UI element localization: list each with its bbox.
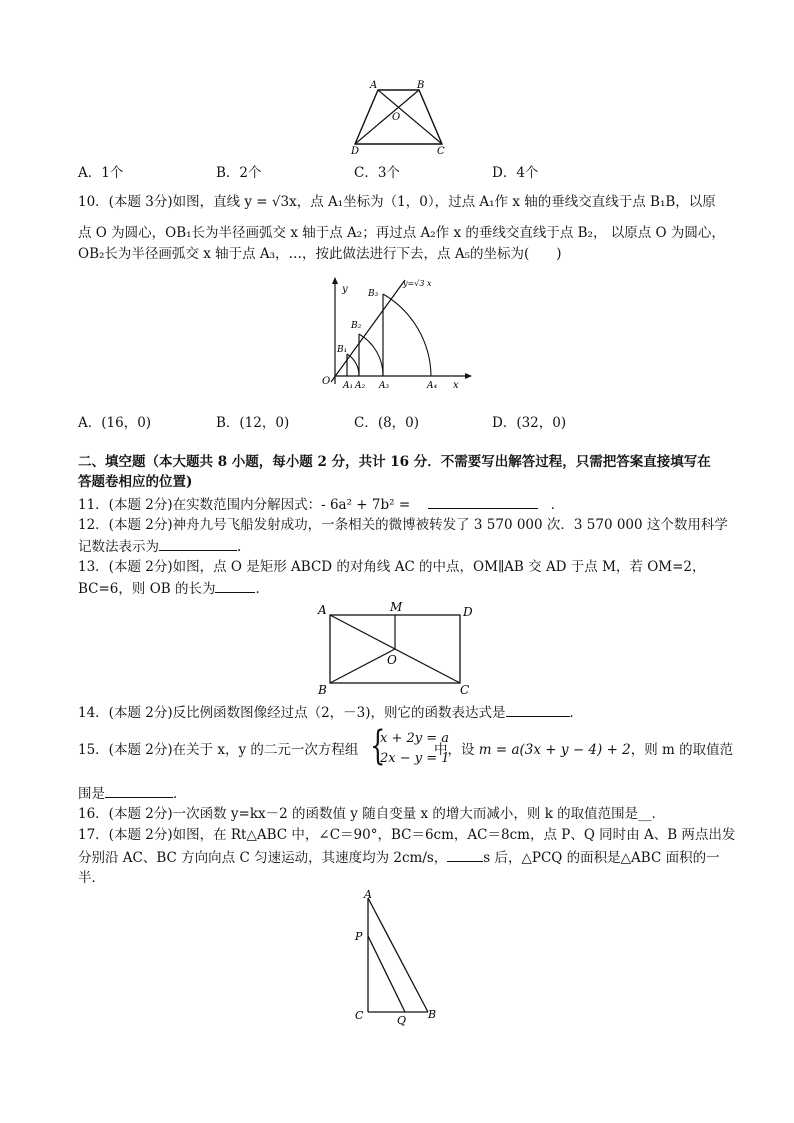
label-B2: B₂	[351, 321, 362, 331]
q10-line-2: 点 O 为圆心，OB₁长为半径画弧交 x 轴于点 A₂；再过点 A₂作 x 的垂线交直线于点 B₂， 以原点 O 为圆心，	[78, 225, 725, 241]
q9-choices	[78, 161, 718, 181]
q12-line-1: 12．(本题 2分)神舟九号飞船发射成功，一条相关的微博被转发了 3 570 000 次．3 570 000 这个数用科学	[78, 517, 728, 533]
q13-line-1: 13．(本题 2分)如图，点 O 是矩形 ABCD 的对角线 AC 的中点，OM∥AB 交 AD 于点 M，若 OM=2，	[78, 559, 706, 575]
label-A: A	[318, 603, 327, 617]
q14-text: 14．(本题 2分)反比例函数图像经过点（2，－3)，则它的函数表达式是	[78, 705, 506, 721]
q10-line-1: 10．(本题 3分)如图，直线 y = √3x，点 A₁坐标为（1，0），过点 A₁作 x 轴的垂线交直线于点 B₁B，以原	[78, 194, 716, 210]
q15-post	[434, 741, 733, 759]
q12-answer-blank[interactable]	[159, 537, 237, 551]
label-C: C	[355, 1009, 364, 1022]
q15-post-text: ，则 m 的取值范	[630, 742, 734, 758]
q17-line-1: 17．(本题 2分)如图，在 Rt△ABC 中，∠C＝90°，BC＝6cm，AC＝8cm，点 P、Q 同时由 A、B 两点出发	[78, 827, 736, 843]
label-B3: B₃	[368, 289, 379, 299]
label-D: D	[463, 605, 473, 619]
label-B1: B₁	[337, 345, 348, 355]
label-A2: A₂	[355, 381, 366, 391]
q16: 16．(本题 2分)一次函数 y=kx－2 的函数值 y 随自变量 x 的增大而减小，则 k 的取值范围是__．	[78, 806, 666, 822]
label-y: y	[342, 284, 348, 295]
q10-choice-b: B．(12，0)	[216, 415, 290, 431]
q11-text: 11．(本题 2分)在实数范围内分解因式：- 6a² + 7b² =	[78, 497, 411, 513]
q11	[78, 495, 564, 514]
q15-eq2: 2x − y = 1	[380, 751, 450, 766]
label-x: x	[453, 380, 459, 391]
trapezoid-figure	[345, 78, 455, 156]
label-B: B	[428, 1008, 437, 1021]
label-B: B	[417, 80, 425, 91]
label-A: A	[364, 888, 372, 901]
label-Q: Q	[397, 1014, 407, 1027]
q14-answer-blank[interactable]	[506, 703, 570, 717]
q17-line-2b: s 后，△PCQ 的面积是△ABC 面积的一	[483, 850, 720, 866]
label-A3: A₃	[379, 381, 390, 391]
label-M: M	[390, 600, 403, 614]
q12-end: .	[237, 539, 242, 555]
q9-choice-d: D．4个	[492, 165, 539, 181]
label-C: C	[437, 146, 445, 156]
line-arcs-figure	[315, 276, 475, 394]
q9-choice-b: B．2个	[216, 165, 262, 181]
q15-mid: 中，设	[434, 742, 475, 758]
label-O: O	[387, 653, 397, 667]
label-A: A	[370, 80, 378, 91]
q15-line-2-text: 围是	[78, 786, 105, 802]
q15-pre: 15．(本题 2分)在关于 x，y 的二元一次方程组	[78, 742, 359, 758]
q17-answer-blank[interactable]	[447, 848, 483, 862]
q9-choice-c: C．3个	[354, 165, 400, 181]
q14-end: ．	[569, 705, 584, 721]
section-2-heading-line-1: 二、填空题（本大题共 8 小题，每小题 2 分，共计 16 分．不需要写出解答过程，只需把答案直接填写在	[78, 454, 711, 470]
q13-line-2-text: BC=6，则 OB 的长为	[78, 581, 216, 597]
q9-choice-a: A．1个	[78, 165, 124, 181]
q12-line-2-text: 记数法表示为	[78, 539, 159, 555]
label-O: O	[392, 112, 401, 123]
q17-line-2a: 分别沿 AC、BC 方向向点 C 匀速运动，其速度均为 2cm/s，	[78, 850, 448, 866]
label-P: P	[355, 930, 363, 943]
q17-line-2	[78, 848, 720, 867]
q13-line-2	[78, 579, 269, 598]
q11-end: ．	[550, 497, 565, 513]
q10-choice-d: D．(32，0)	[492, 415, 567, 431]
q10-choice-a: A．(16，0)	[78, 415, 152, 431]
label-O: O	[322, 376, 331, 387]
label-A4: A₄	[427, 381, 438, 391]
q10-line-3: OB₂长为半径画弧交 x 轴于点 A₃，…，按此做法进行下去，点 A₅的坐标为( )	[78, 246, 562, 262]
q14	[78, 703, 583, 722]
label-eq: y=√3 x	[403, 279, 432, 288]
q15-end: ．	[173, 786, 187, 802]
q17-line-3: 半．	[78, 870, 105, 886]
label-A1: A₁	[343, 381, 354, 391]
label-D: D	[351, 146, 360, 156]
brace-glyph: {	[370, 723, 386, 769]
q12-line-2	[78, 537, 241, 556]
label-B: B	[318, 683, 327, 697]
q10-choice-c: C．(8，0)	[354, 415, 420, 431]
q15-formula: m = a(3x + y − 4) + 2	[478, 742, 631, 758]
right-triangle-figure	[350, 888, 442, 1028]
q15-line-2	[78, 784, 187, 803]
label-C: C	[460, 683, 470, 697]
section-2-heading-line-2: 答题卷相应的位置)	[78, 474, 193, 490]
q15-eq1: x + 2y = a	[380, 731, 450, 746]
q13-end: ．	[255, 581, 269, 597]
q11-answer-blank[interactable]	[428, 495, 538, 509]
q15-answer-blank[interactable]	[105, 784, 173, 798]
q13-answer-blank[interactable]	[215, 579, 255, 593]
rectangle-figure	[314, 598, 484, 698]
q10-choices	[78, 411, 718, 431]
